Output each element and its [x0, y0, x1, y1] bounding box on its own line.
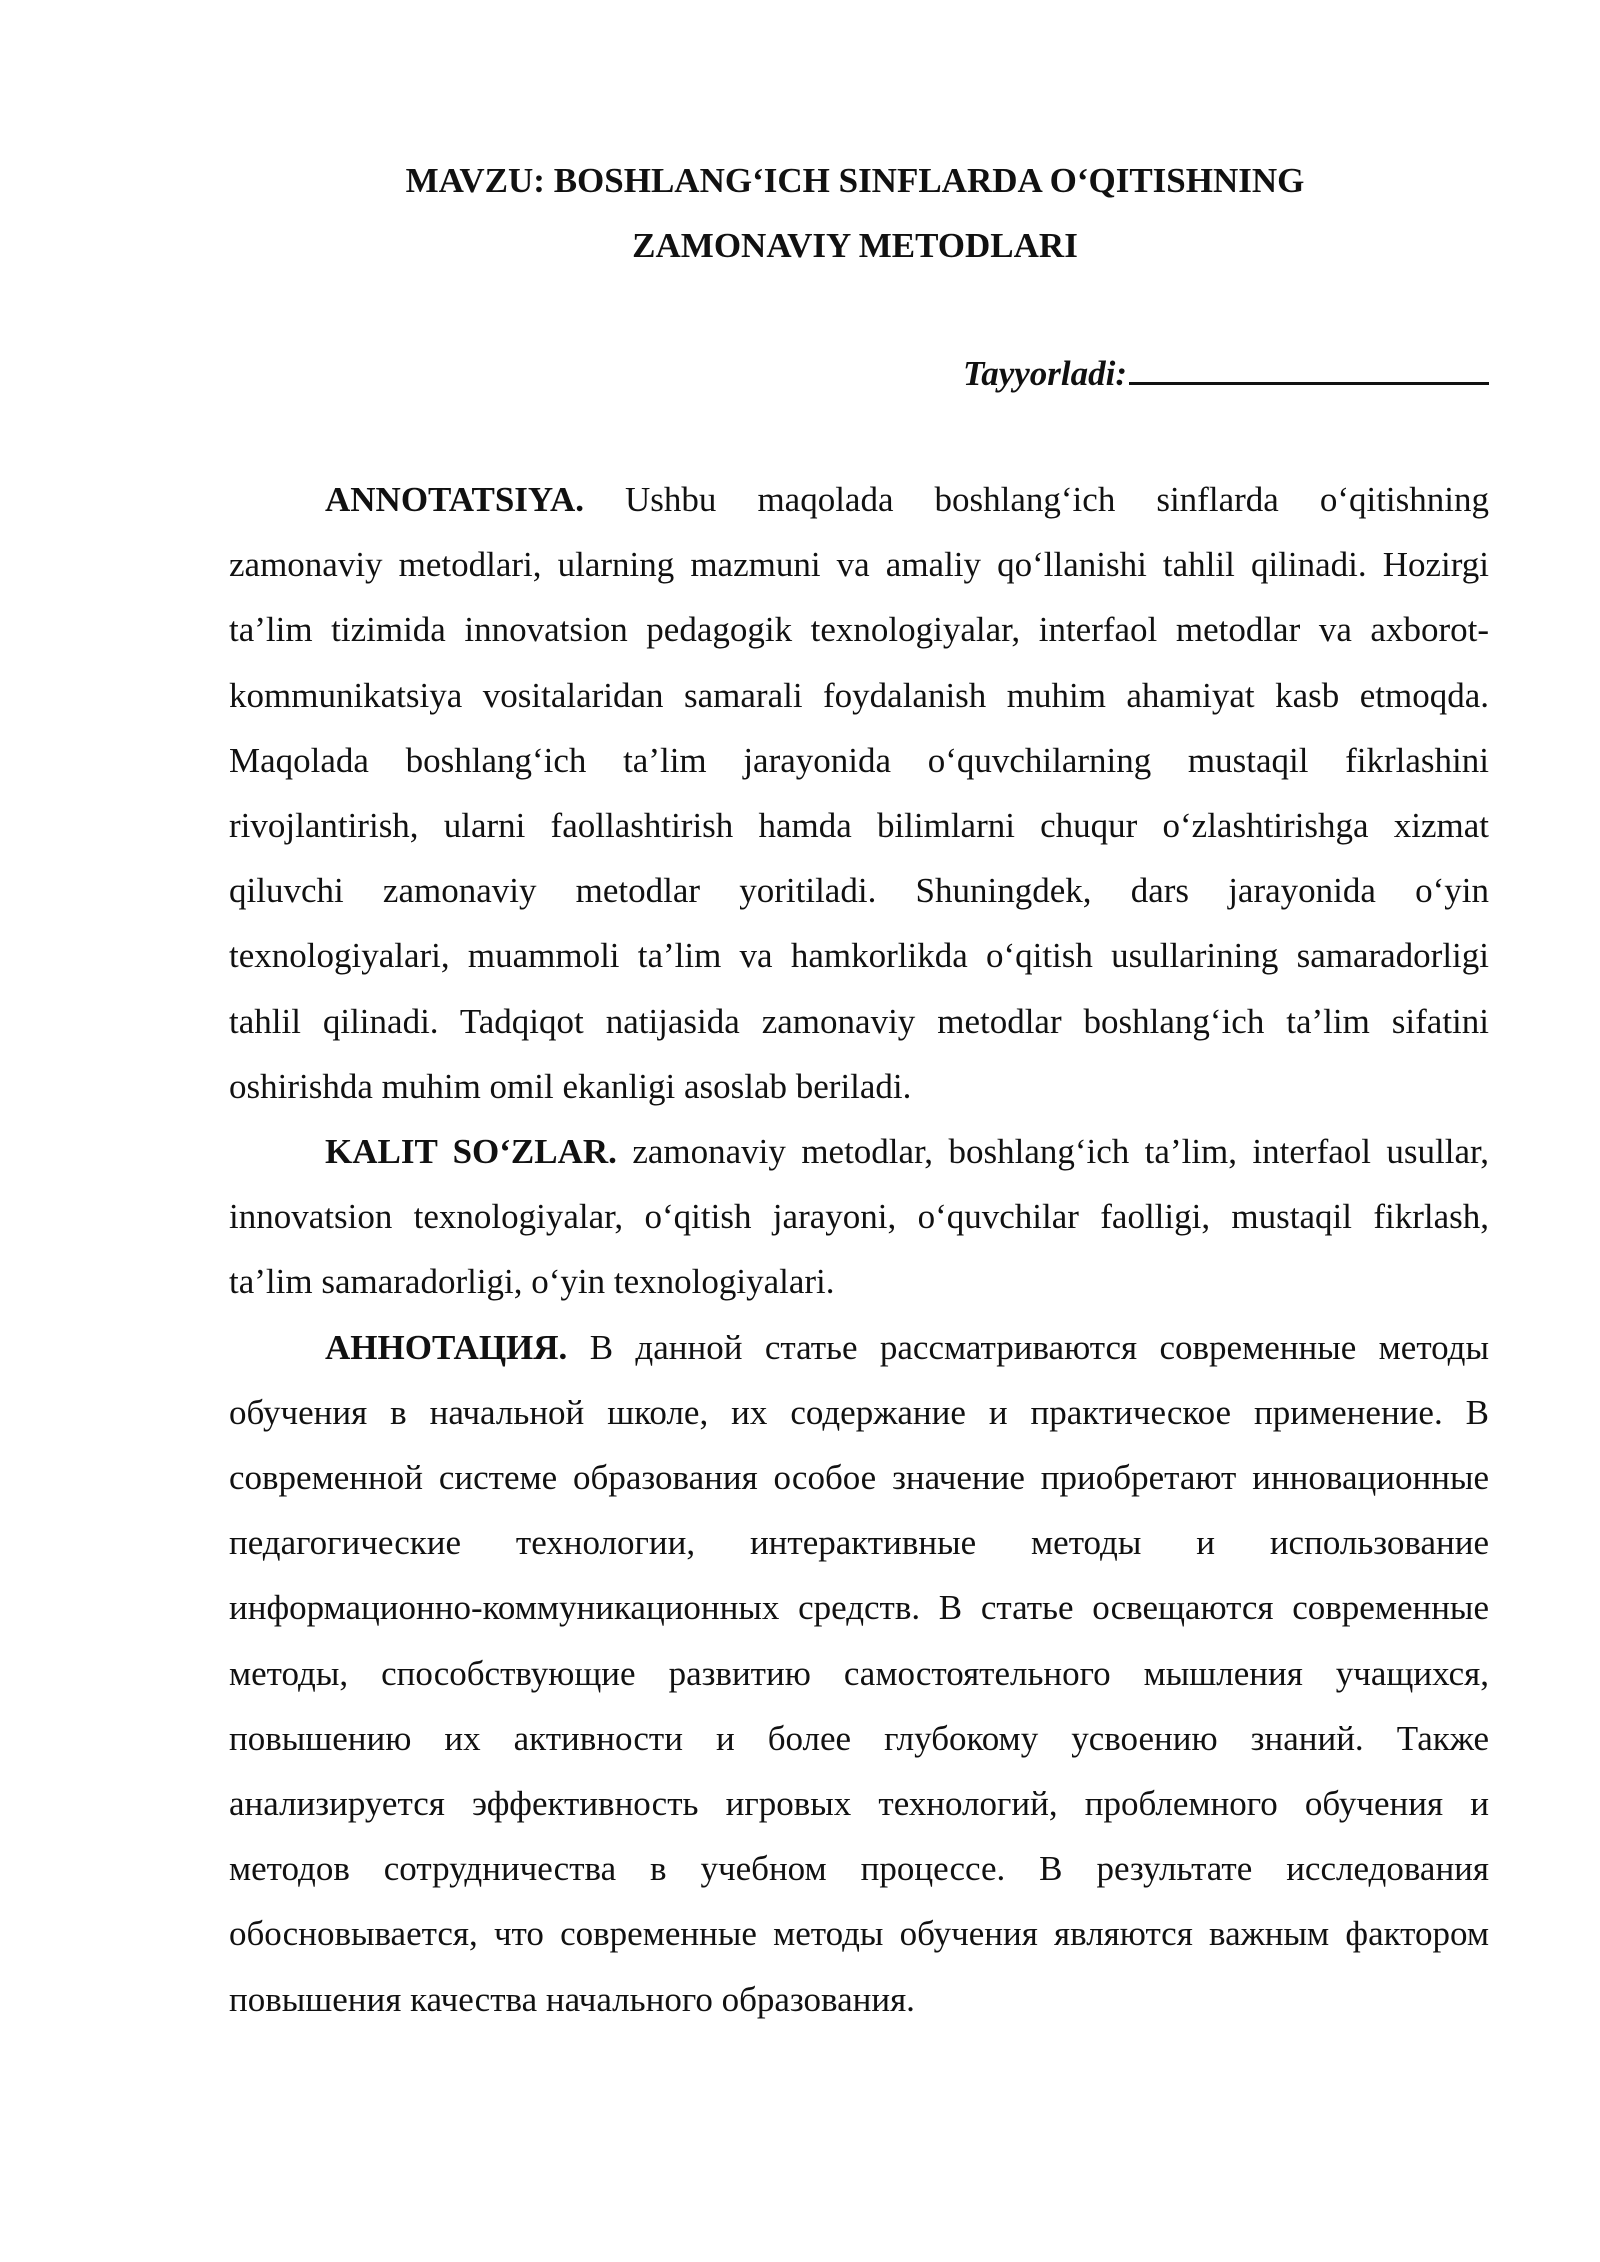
prepared-by-blank: [1129, 344, 1489, 385]
prepared-by-label: Tayyorladi:: [963, 354, 1127, 393]
keywords-text: zamonaviy metodlar, boshlang‘ich ta’lim, interfaol usullar, innovatsion texnologiyalar, o‘qitish jarayoni, o‘quvchilar faolligi, mustaqil fikrlash, ta’lim samaradorligi, o‘yin texnologiyalari.: [229, 1132, 1490, 1302]
title-line-2: ZAMONAVIY METODLARI: [632, 226, 1078, 265]
annotation-uz-paragraph: [229, 467, 1489, 1119]
document-body: [229, 467, 1489, 2032]
annotation-uz-text: Ushbu maqolada boshlang‘ich sinflarda o‘qitishning zamonaviy metodlari, ularning mazmuni va amaliy qo‘llanishi tahlil qilinadi. Hozirgi ta’lim tizimida innovatsion pedagogik texnologiyalar, interfaol metodlar va axborot-kommunikatsiya vositalaridan samarali foydalanish muhim ahamiyat kasb etmoqda. Maqolada boshlang‘ich ta’lim jarayonida o‘quvchilarning mustaqil fikrlashini rivojlantirish, ularni faollashtirish hamda bilimlarni chuqur o‘zlashtirishga xizmat qiluvchi zamonaviy metodlar yoritiladi. Shuningdek, dars jarayonida o‘yin texnologiyalari, muammoli ta’lim va hamkorlikda o‘qitish usullarining samaradorligi tahlil qilinadi. Tadqiqot natijasida zamonaviy metodlar boshlang‘ich ta’lim sifatini oshirishda muhim omil ekanligi asoslab beriladi.: [229, 480, 1489, 1106]
annotation-uz-heading: ANNOTATSIYA.: [325, 480, 584, 519]
title-line-1: MAVZU: BOSHLANG‘ICH SINFLARDA O‘QITISHNING: [405, 161, 1305, 200]
keywords-heading: KALIT SO‘ZLAR.: [325, 1132, 617, 1172]
document-title: [230, 148, 1480, 278]
annotation-ru-heading: АННОТАЦИЯ.: [325, 1327, 568, 1367]
annotation-ru-paragraph: [229, 1315, 1489, 2032]
prepared-by-line: [963, 344, 1489, 400]
keywords-paragraph: [229, 1119, 1489, 1315]
annotation-ru-text: В данной статье рассматриваются современные методы обучения в начальной школе, их содержание и практическое применение. В современной системе образования особое значение приобретают инновационные педагогические технологии, интерактивные методы и использование информационно-коммуникационных средств. В статье освещаются современные методы, способствующие развитию самостоятельного мышления учащихся, повышению их активности и более глубокому усвоению знаний. Также анализируется эффективность игровых технологий, проблемного обучения и методов сотрудничества в учебном процессе. В результате исследования обосновывается, что современные методы обучения являются важным фактором повышения качества начального образования.: [229, 1327, 1489, 2019]
